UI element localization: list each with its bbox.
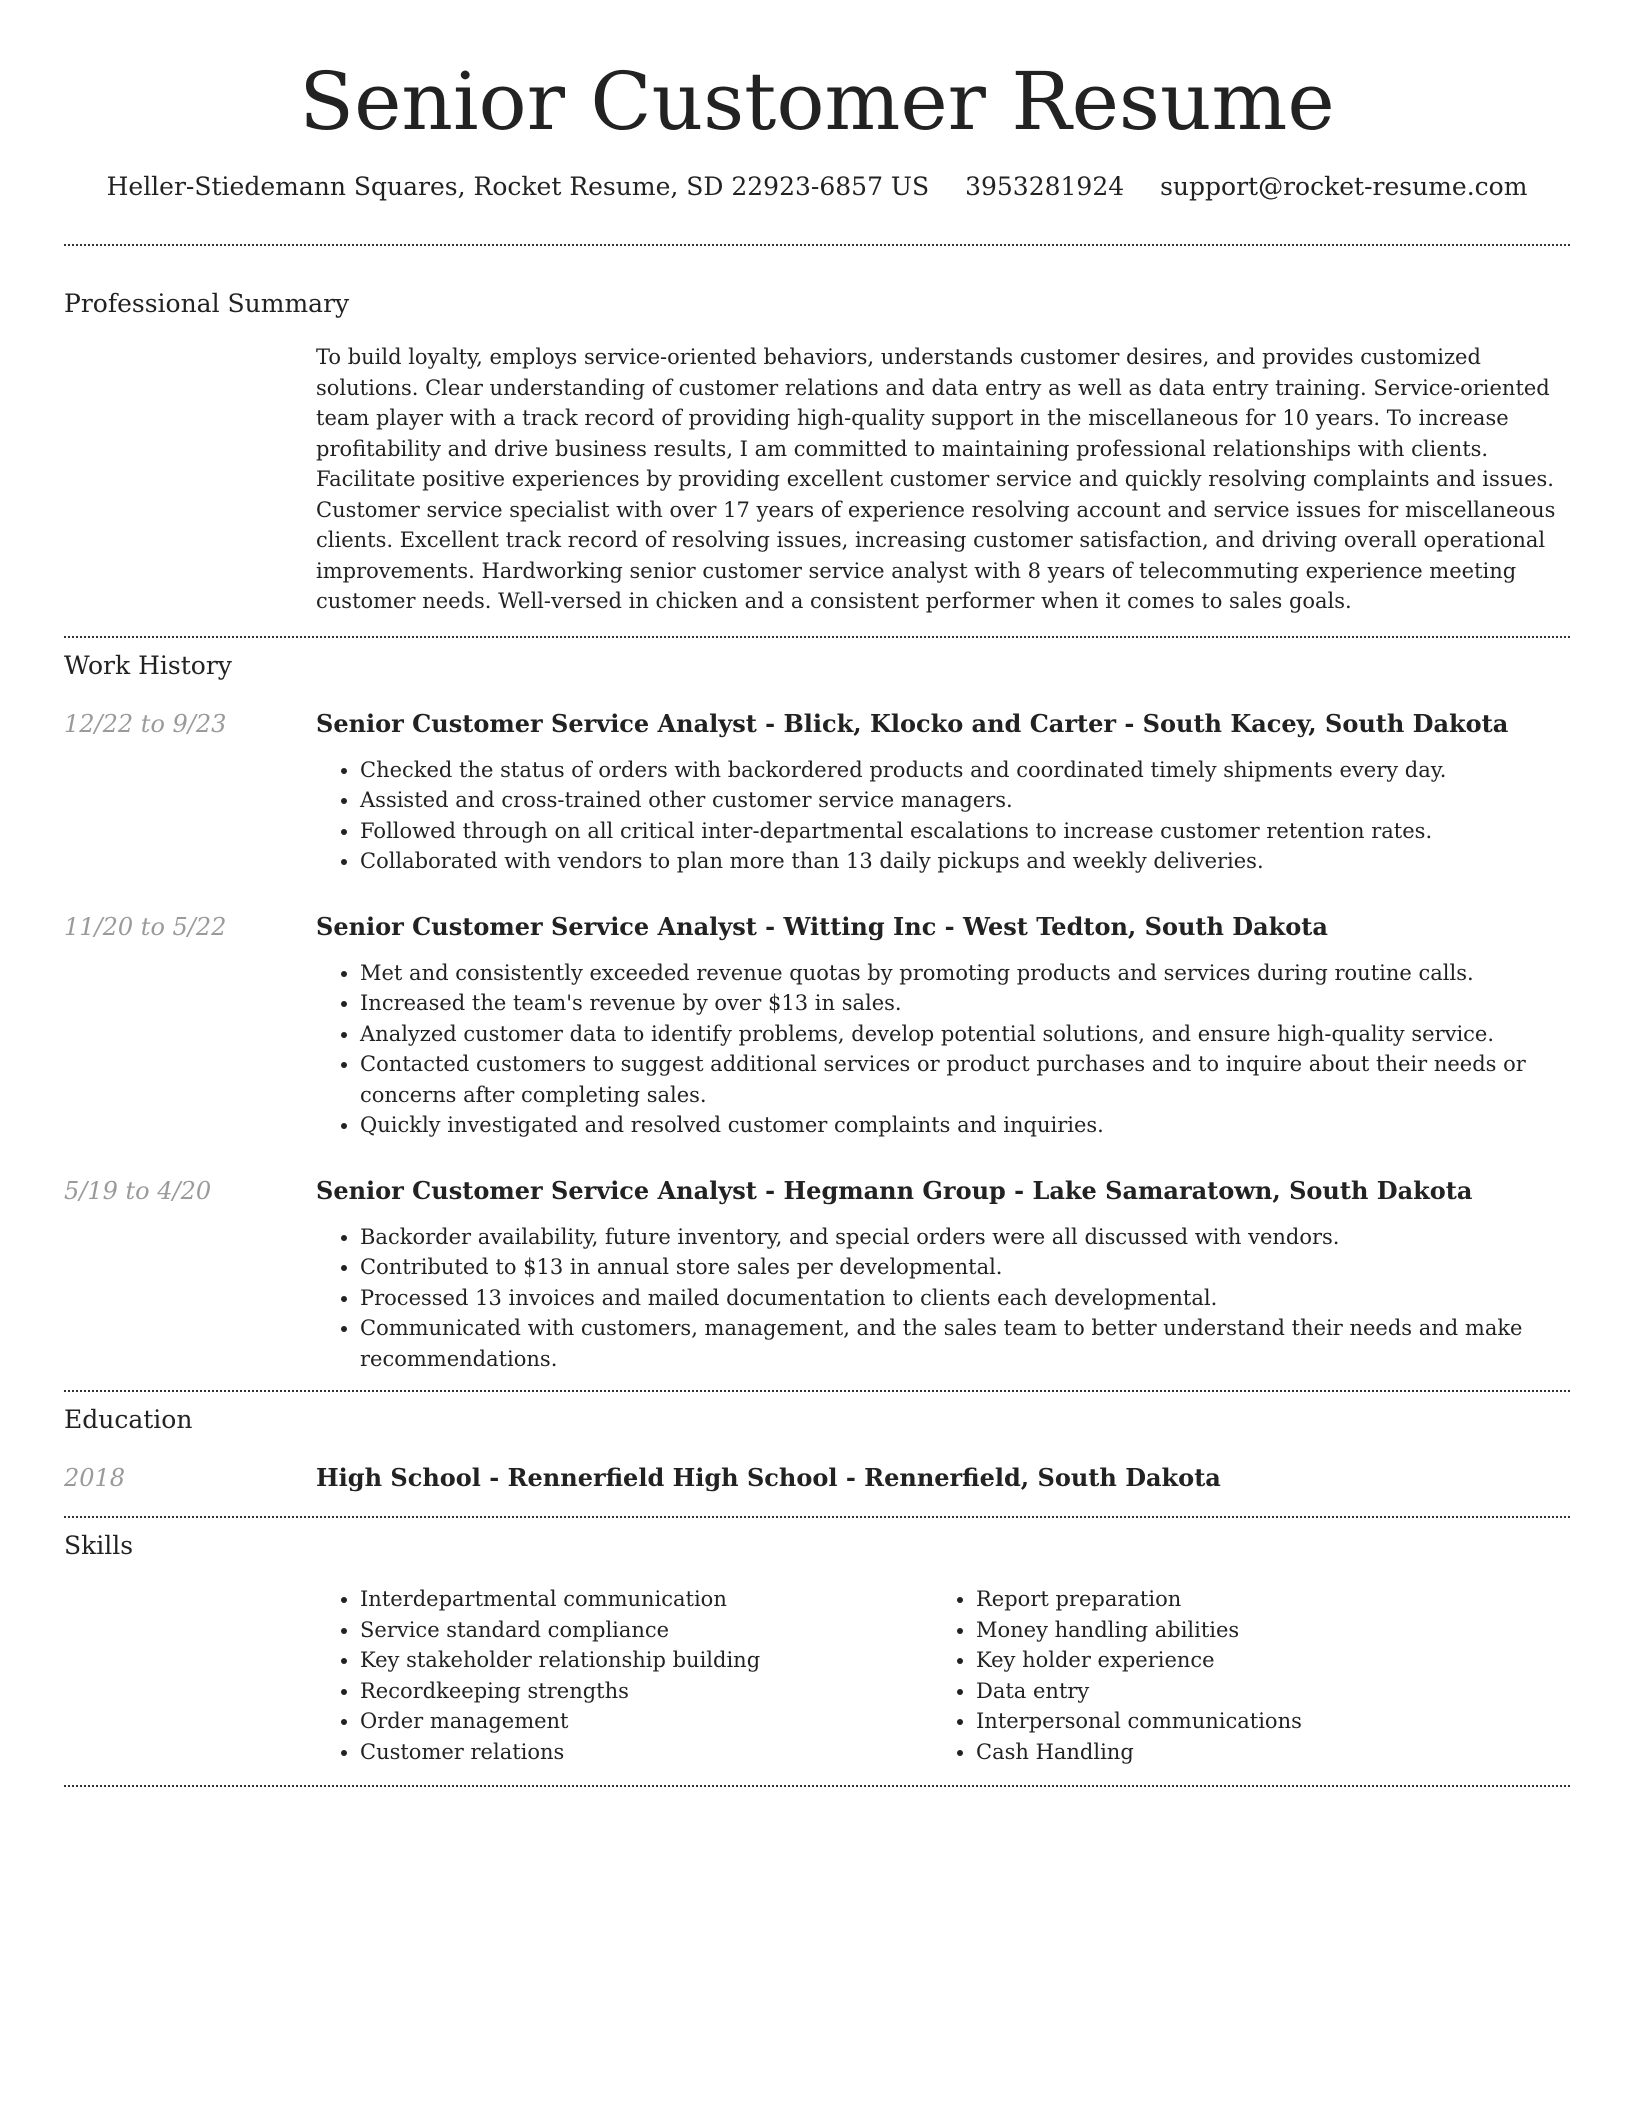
summary-heading: Professional Summary xyxy=(64,289,350,318)
job-title: Senior Customer Service Analyst - Blick, Klocko and Carter - South Kacey, South Dakota xyxy=(316,708,1509,738)
contact-address: Heller-Stiedemann Squares, Rocket Resume, SD 22923-6857 US xyxy=(106,172,930,201)
list-item: • Followed through on all critical inter-departmental escalations to increase customer retention rates. xyxy=(360,816,1570,847)
work-history-section xyxy=(64,650,1570,1375)
list-item: • Processed 13 invoices and mailed documentation to clients each developmental. xyxy=(360,1283,1570,1314)
list-item: • Assisted and cross-trained other customer service managers. xyxy=(360,785,1570,816)
contact-phone: 3953281924 xyxy=(965,172,1125,201)
list-item: • Cash Handling xyxy=(976,1737,1548,1768)
divider xyxy=(64,1785,1570,1787)
skills-column-left xyxy=(316,1584,932,1767)
list-item: • Communicated with customers, management, and the sales team to better understand their needs and make recommendations. xyxy=(360,1313,1570,1374)
education-entry xyxy=(64,1462,1570,1494)
job-dates: 5/19 to 4/20 xyxy=(64,1176,212,1205)
list-item: • Contacted customers to suggest additional services or product purchases and to inquire about their needs or concerns after completing sales. xyxy=(360,1049,1570,1110)
list-item: • Key stakeholder relationship building xyxy=(360,1645,932,1676)
list-item: • Collaborated with vendors to plan more than 13 daily pickups and weekly deliveries. xyxy=(360,846,1570,877)
job-entry xyxy=(64,708,1570,877)
list-item: • Increased the team's revenue by over $13 in sales. xyxy=(360,988,1570,1019)
list-item: • Backorder availability, future inventory, and special orders were all discussed with vendors. xyxy=(360,1222,1570,1253)
job-title: Senior Customer Service Analyst - Hegmann Group - Lake Samaratown, South Dakota xyxy=(316,1175,1473,1205)
list-item: • Contributed to $13 in annual store sales per developmental. xyxy=(360,1252,1570,1283)
education-year: 2018 xyxy=(64,1464,126,1492)
divider xyxy=(64,244,1570,246)
job-title: Senior Customer Service Analyst - Witting Inc - West Tedton, South Dakota xyxy=(316,911,1328,941)
job-bullets xyxy=(316,958,1570,1141)
job-bullets xyxy=(316,755,1570,877)
divider xyxy=(64,1516,1570,1518)
work-history-heading: Work History xyxy=(64,650,232,680)
list-item: • Recordkeeping strengths xyxy=(360,1676,932,1707)
job-entry xyxy=(64,1175,1570,1375)
education-title: High School - Rennerfield High School - Rennerfield, South Dakota xyxy=(316,1463,1221,1492)
job-bullets xyxy=(316,1222,1570,1375)
contact-line xyxy=(64,170,1570,204)
job-dates: 12/22 to 9/23 xyxy=(64,709,227,738)
list-item: • Analyzed customer data to identify problems, develop potential solutions, and ensure high-quality service. xyxy=(360,1019,1570,1050)
resume-title: Senior Customer Resume xyxy=(299,55,1335,148)
skills-heading: Skills xyxy=(64,1531,134,1560)
list-item: • Interpersonal communications xyxy=(976,1706,1548,1737)
list-item: • Report preparation xyxy=(976,1584,1548,1615)
summary-text: To build loyalty, employs service-oriented behaviors, understands customer desires, and provides customized solutions. Clear understanding of customer relations and data entry as well as data entry training. Service-oriented team player with a track record of providing high-quality support in the miscellaneous for 10 years. To increase profitability and drive business results, I am committed to maintaining professional relationships with clients. Facilitate positive experiences by providing excellent customer service and quickly resolving complaints and issues. Customer service specialist with over 17 years of experience resolving account and service issues for miscellaneous clients. Excellent track record of resolving issues, increasing customer satisfaction, and driving overall operational improvements. Hardworking senior customer service analyst with 8 years of telecommuting experience meeting customer needs. Well-versed in chicken and a consistent performer when it comes to sales goals. xyxy=(316,345,1556,613)
resume-page xyxy=(64,0,1570,1787)
job-entry xyxy=(64,911,1570,1141)
list-item: • Customer relations xyxy=(360,1737,932,1768)
skills-column-right xyxy=(932,1584,1548,1767)
divider xyxy=(64,1390,1570,1392)
education-section xyxy=(64,1404,1570,1494)
contact-email: support@rocket-resume.com xyxy=(1160,172,1528,201)
list-item: • Checked the status of orders with backordered products and coordinated timely shipments every day. xyxy=(360,755,1570,786)
skills-section xyxy=(64,1530,1570,1767)
list-item: • Interdepartmental communication xyxy=(360,1584,932,1615)
list-item: • Service standard compliance xyxy=(360,1615,932,1646)
list-item: • Quickly investigated and resolved customer complaints and inquiries. xyxy=(360,1110,1570,1141)
summary-section xyxy=(64,288,1570,617)
divider xyxy=(64,636,1570,638)
list-item: • Data entry xyxy=(976,1676,1548,1707)
list-item: • Order management xyxy=(360,1706,932,1737)
job-dates: 11/20 to 5/22 xyxy=(64,912,227,941)
list-item: • Key holder experience xyxy=(976,1645,1548,1676)
education-heading: Education xyxy=(64,1405,193,1434)
list-item: • Money handling abilities xyxy=(976,1615,1548,1646)
list-item: • Met and consistently exceeded revenue quotas by promoting products and services during routine calls. xyxy=(360,958,1570,989)
